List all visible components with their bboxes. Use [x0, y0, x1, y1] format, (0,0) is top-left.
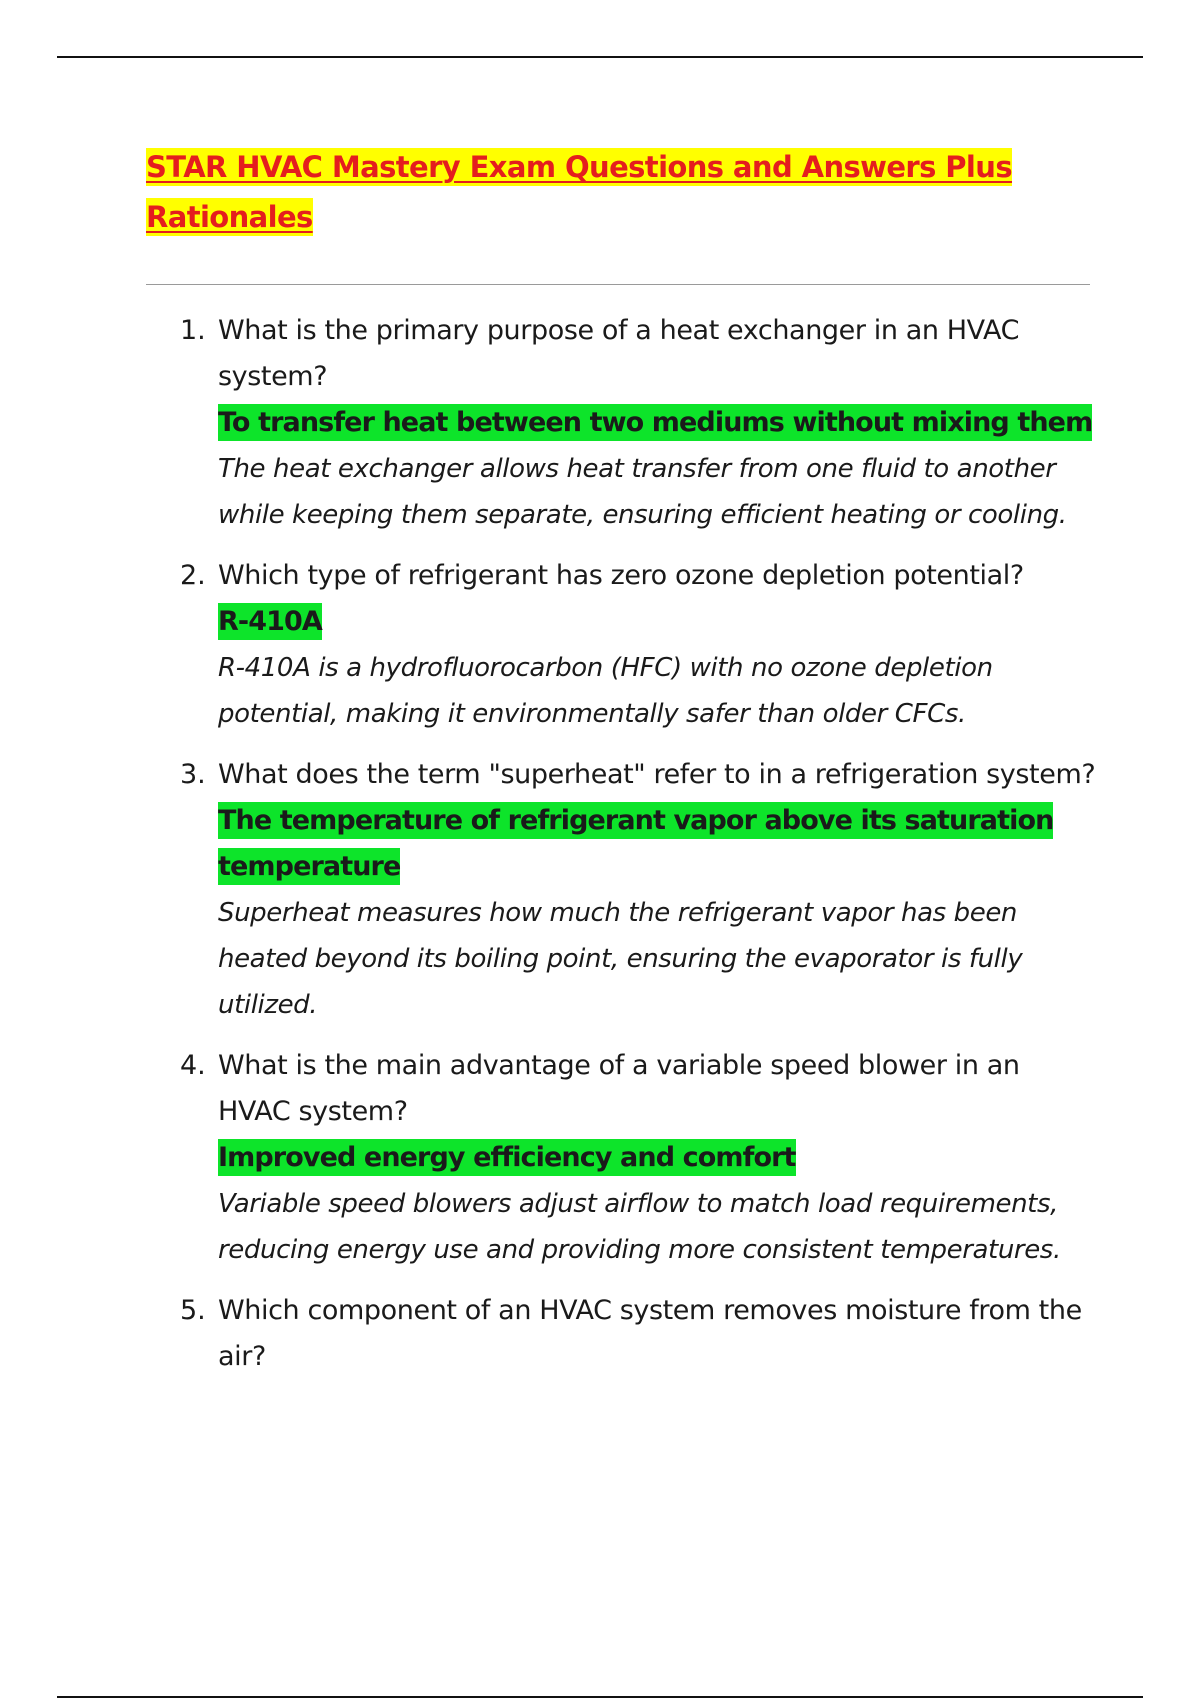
question-number: 2. — [180, 560, 206, 591]
answer-text: R-410A — [218, 603, 322, 640]
question-text: What is the main advantage of a variable speed blower in an HVAC system? — [218, 1050, 1020, 1127]
title-line-1: STAR HVAC Mastery Exam Questions and Answers Plus — [146, 150, 1012, 184]
title-separator — [146, 284, 1090, 285]
question-list — [0, 308, 1200, 1395]
answer-highlight — [218, 400, 1098, 446]
answer-text: To transfer heat between two mediums without mixing them — [218, 404, 1092, 441]
answer-highlight — [218, 599, 1098, 645]
answer-text: The temperature of refrigerant vapor above its saturation temperature — [218, 802, 1053, 885]
answer-text: Improved energy efficiency and comfort — [218, 1139, 796, 1176]
rationale-text: Variable speed blowers adjust airflow to match load requirements, reducing energy use and providing more consistent temperatures. — [218, 1189, 1061, 1265]
rationale-text: The heat exchanger allows heat transfer from one fluid to another while keeping them separate, ensuring efficient heating or cooling. — [218, 454, 1067, 530]
footer-rule — [57, 1696, 1143, 1698]
header-rule — [57, 56, 1143, 58]
question-text: What is the primary purpose of a heat exchanger in an HVAC system? — [218, 315, 1020, 392]
question-item-2 — [0, 553, 1098, 737]
question-item-5 — [0, 1288, 1098, 1380]
question-number: 1. — [180, 315, 206, 346]
document-title — [146, 142, 1046, 242]
rationale-text: R-410A is a hydrofluorocarbon (HFC) with no ozone depletion potential, making it environmentally safer than older CFCs. — [218, 653, 993, 729]
question-item-1 — [0, 308, 1098, 538]
question-text: Which type of refrigerant has zero ozone depletion potential? — [218, 560, 1024, 591]
rationale-text: Superheat measures how much the refrigerant vapor has been heated beyond its boiling point, ensuring the evaporator is fully utilized. — [218, 898, 1023, 1020]
question-item-3 — [0, 752, 1098, 1028]
question-item-4 — [0, 1043, 1098, 1273]
answer-highlight — [218, 798, 1098, 890]
title-line-2: Rationales — [146, 200, 313, 234]
question-text: Which component of an HVAC system removes moisture from the air? — [218, 1295, 1082, 1372]
question-number: 3. — [180, 759, 206, 790]
question-number: 4. — [180, 1050, 206, 1081]
question-number: 5. — [180, 1295, 206, 1326]
answer-highlight — [218, 1135, 1098, 1181]
question-text: What does the term "superheat" refer to in a refrigeration system? — [218, 759, 1096, 790]
